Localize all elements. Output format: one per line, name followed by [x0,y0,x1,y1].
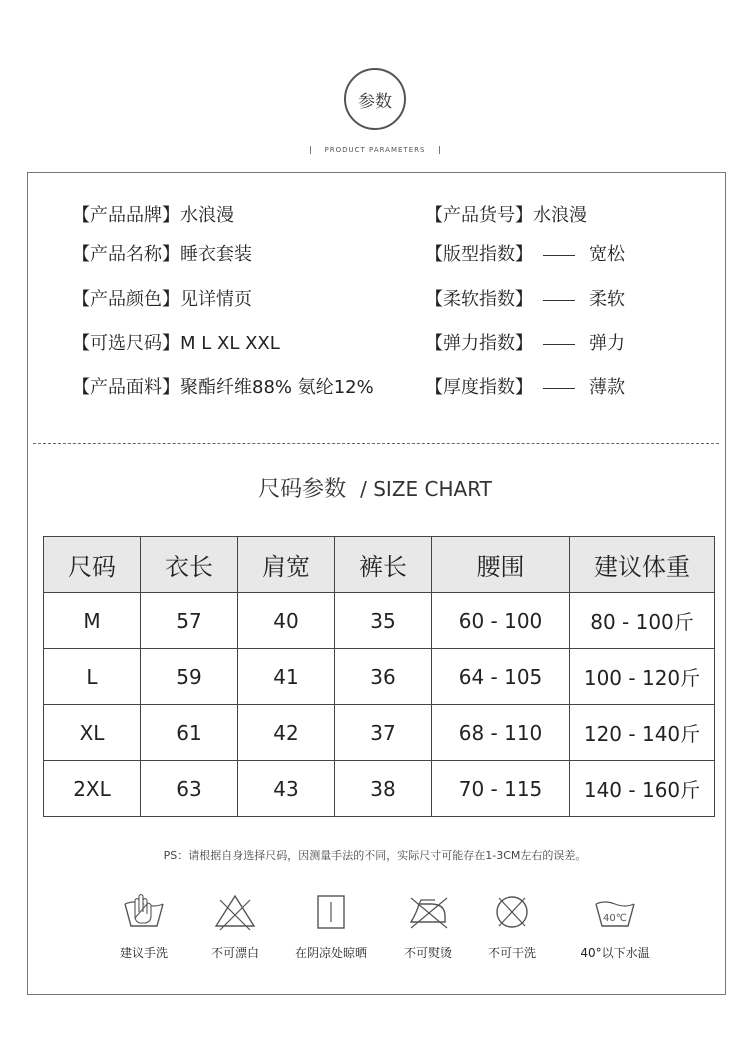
param-key: 【弹力指数】 [425,333,533,354]
param-key: 【柔软指数】 [425,289,533,310]
table-cell: M [44,593,141,649]
param-softness-index [425,285,625,311]
no-iron-icon [405,892,451,932]
table-row [44,761,715,817]
table-cell: 41 [238,649,335,705]
header-subtitle-row [0,146,750,154]
param-value: 弹力 [589,333,625,354]
table-cell: 57 [141,593,238,649]
table-cell: 40 [238,593,335,649]
param-key: 【产品品牌】 [72,205,180,226]
table-cell: 64 - 105 [432,649,570,705]
header-cell: 肩宽 [238,537,335,593]
table-row [44,649,715,705]
param-value: M L XL XXL [180,333,280,354]
hand-wash-icon [121,892,167,932]
care-hand-wash [104,892,184,961]
dash-line [543,344,575,345]
table-cell: 42 [238,705,335,761]
care-label: 不可熨烫 [403,946,452,960]
care-label: 不可干洗 [487,946,536,960]
param-fabric [72,373,374,399]
header-title: 参数 [358,91,392,112]
param-fit-index [425,240,625,266]
care-label: 在阴凉处晾晒 [294,946,367,960]
care-wash-40 [575,892,655,961]
dashed-divider [33,443,719,444]
param-key: 【版型指数】 [425,244,533,265]
table-cell: 35 [335,593,432,649]
table-header-row [44,537,715,593]
size-chart-title [0,472,750,503]
dash-line [543,255,575,256]
param-key: 【产品面料】 [72,377,180,398]
table-cell: 68 - 110 [432,705,570,761]
param-value: 水浪漫 [180,205,234,226]
param-value: 聚酯纤维88% 氨纶12% [180,377,374,398]
param-key: 【可选尺码】 [72,333,180,354]
param-thickness-index [425,373,625,399]
table-cell: 70 - 115 [432,761,570,817]
dash-line [543,300,575,301]
table-cell: 140 - 160斤 [570,761,715,817]
param-key: 【产品货号】 [425,205,533,226]
size-chart-title-en: / SIZE CHART [360,477,492,501]
wash-temp-text: 40℃ [603,913,627,924]
header-subtitle: PRODUCT PARAMETERS [324,146,426,154]
table-cell: 36 [335,649,432,705]
table-cell: 38 [335,761,432,817]
param-elasticity-index [425,329,625,355]
no-dry-clean-icon [489,892,535,932]
wash-40-icon [592,892,638,932]
header-cell: 裤长 [335,537,432,593]
table-cell: 2XL [44,761,141,817]
table-cell: 120 - 140斤 [570,705,715,761]
param-value: 水浪漫 [533,205,587,226]
param-brand [72,201,234,227]
care-no-iron [388,892,468,961]
table-row [44,593,715,649]
param-value: 睡衣套装 [180,244,252,265]
table-cell: 37 [335,705,432,761]
param-value: 柔软 [589,289,625,310]
size-chart-title-cn: 尺码参数 [258,477,347,502]
table-cell: 43 [238,761,335,817]
table-cell: L [44,649,141,705]
dash-line [543,388,575,389]
care-no-dry-clean [472,892,552,961]
param-key: 【产品颜色】 [72,289,180,310]
table-cell: 59 [141,649,238,705]
table-cell: 100 - 120斤 [570,649,715,705]
header-cell: 衣长 [141,537,238,593]
param-key: 【厚度指数】 [425,377,533,398]
header-cell: 建议体重 [570,537,715,593]
table-cell: 60 - 100 [432,593,570,649]
table-cell: 61 [141,705,238,761]
ps-note: PS：请根据自身选择尺码，因测量手法的不同，实际尺寸可能存在1-3CM左右的误差。 [163,849,587,862]
param-sizes [72,329,280,355]
param-value: 薄款 [589,377,625,398]
shade-dry-icon [308,892,354,932]
table-cell: 80 - 100斤 [570,593,715,649]
divider-bar-left [310,146,311,154]
param-color [72,285,252,311]
param-value: 见详情页 [180,289,252,310]
size-table [43,536,715,817]
header-cell: 尺码 [44,537,141,593]
table-cell: 63 [141,761,238,817]
param-key: 【产品名称】 [72,244,180,265]
header-cell: 腰围 [432,537,570,593]
care-label: 不可漂白 [210,946,259,960]
care-label: 建议手洗 [119,946,168,960]
param-item-no [425,201,587,227]
care-label: 40°以下水温 [580,946,650,960]
table-cell: XL [44,705,141,761]
param-value: 宽松 [589,244,625,265]
care-no-bleach [195,892,275,961]
param-name [72,240,252,266]
header-circle-title [344,68,406,130]
no-bleach-icon [212,892,258,932]
care-shade-dry [291,892,371,961]
divider-bar-right [439,146,440,154]
table-row [44,705,715,761]
